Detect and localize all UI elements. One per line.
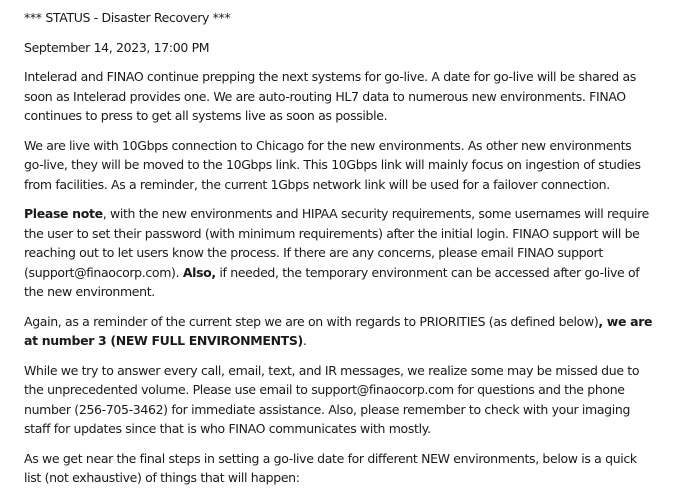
please-note-label: Please note: [24, 206, 103, 221]
priorities-step: , we are at number 3 (NEW FULL ENVIRONMENTS): [24, 313, 653, 348]
security-note-text: , with the new environments and HIPAA security requirements, some usernames will require the user to set their password (with minimum requirements) after the initial login. FINAO support will be reaching out to let users know the process. If there are any concerns, please email FINAO support (support@finaocorp.com).: [24, 206, 649, 280]
status-document: [24, 8, 654, 498]
paragraph-security-note: [24, 204, 654, 302]
paragraph-final-steps: As we get near the final steps in setting a go-live date for different NEW environments, below is a quick list (not exhaustive) of things that will happen:: [24, 450, 637, 485]
also-label: Also,: [182, 264, 216, 280]
document-title: *** STATUS - Disaster Recovery ***: [24, 10, 231, 25]
temporary-env-text: if needed, the temporary environment can be accessed after go-live of the new environment.: [24, 264, 640, 299]
paragraph-priorities: [24, 312, 654, 351]
priorities-text: Again, as a reminder of the current step we are on with regards to PRIORITIES (as defined below): [24, 313, 599, 329]
priorities-end: .: [302, 333, 307, 348]
paragraph-golive: Intelerad and FINAO continue prepping the next systems for go-live. A date for go-live will be shared as soon as Intelerad provides one. We are auto-routing HL7 data to numerous new environments. FINAO continues to press to get all systems live as soon as possible.: [24, 69, 636, 123]
document-date: September 14, 2023, 17:00 PM: [24, 39, 210, 55]
paragraph-support: While we try to answer every call, email, text, and IR messages, we realize some may be missed due to the unprecedented volume. Please use email to support@finaocorp.com for questions and the phone number (256-705-3462) for immediate assistance. Also, please remember to check with your imaging staff for updates since that is who FINAO communicates with mostly.: [24, 362, 640, 436]
paragraph-network: We are live with 10Gbps connection to Chicago for the new environments. As other new environments go-live, they will be moved to the 10Gbps link. This 10Gbps link will mainly focus on ingestion of studies from facilities. As a reminder, the current 1Gbps network link will be used for a failover connection.: [24, 137, 641, 192]
